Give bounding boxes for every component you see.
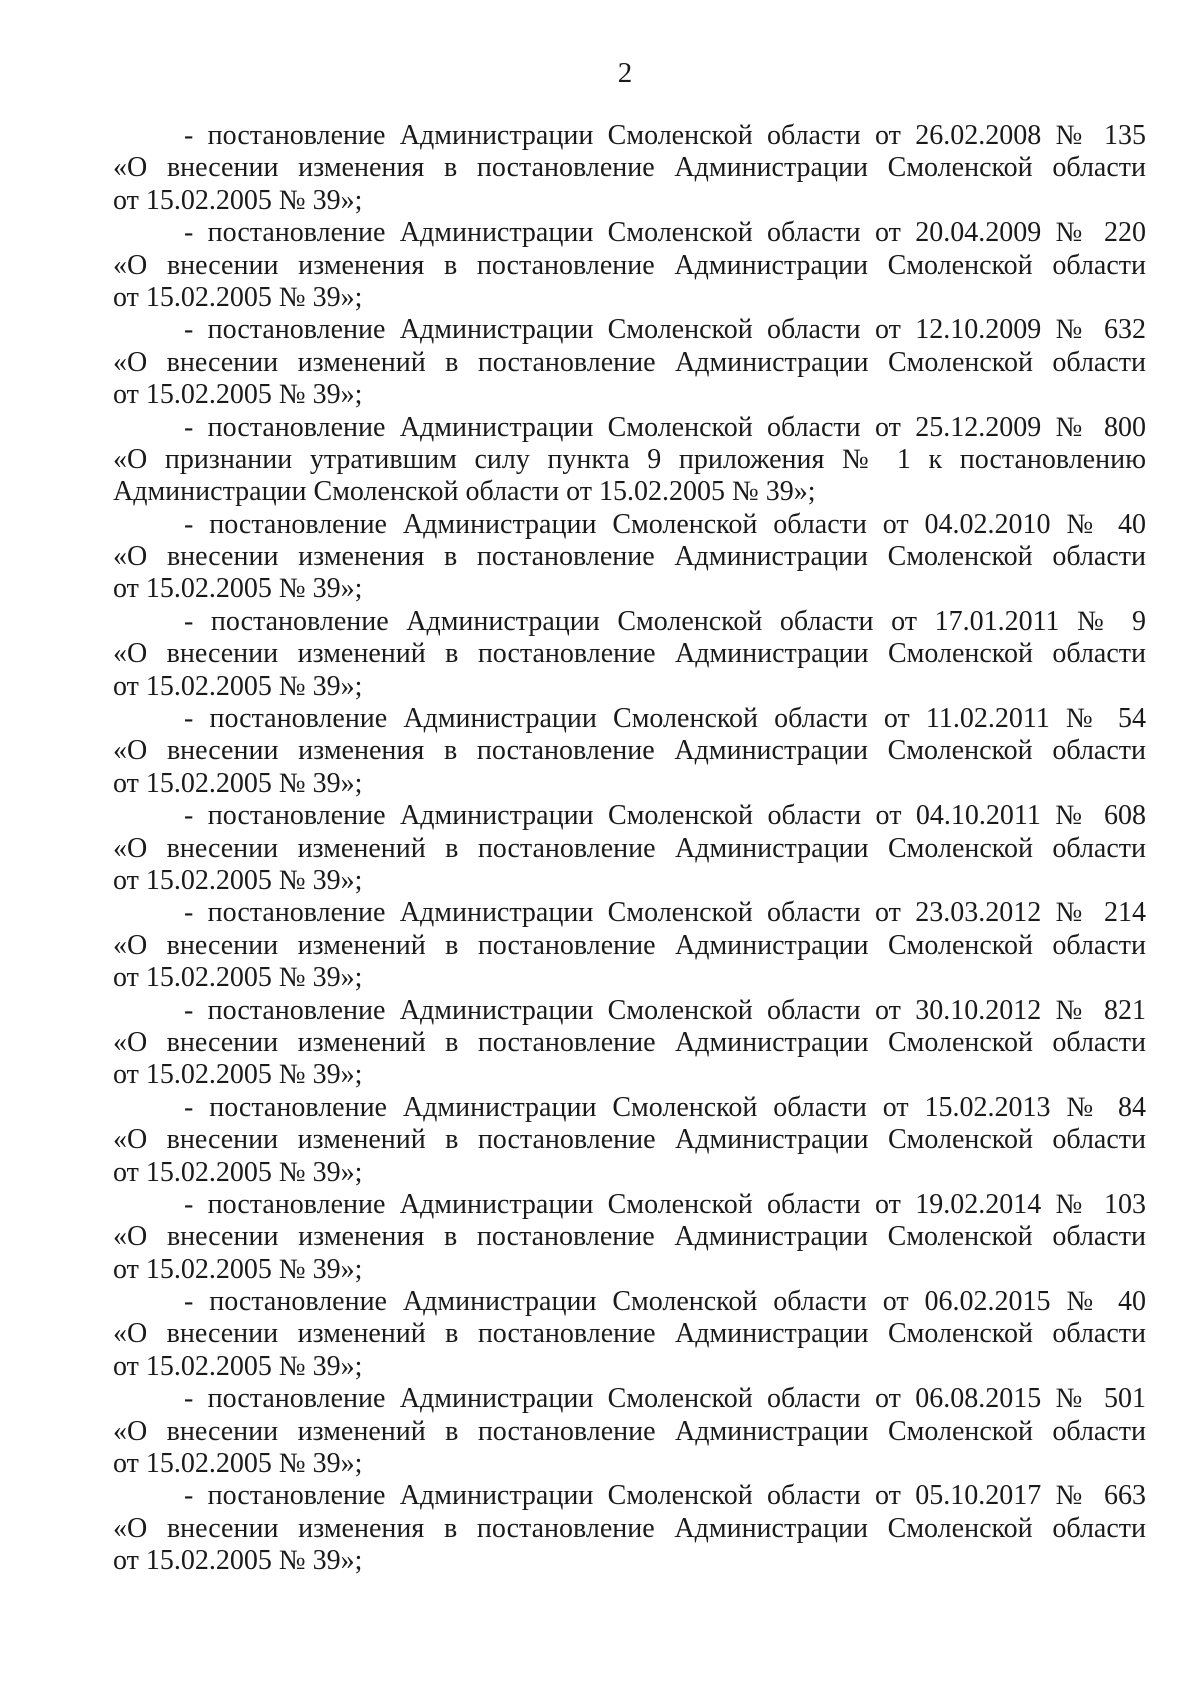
entry-third-line: от 15.02.2005 № 39»; bbox=[113, 1156, 363, 1188]
entry-third-line: от 15.02.2005 № 39»; bbox=[113, 1545, 363, 1577]
entry-first-line: - постановление Администрации Смоленской области от 26.02.2008 № 135 bbox=[184, 120, 1146, 151]
page-number: 2 bbox=[617, 57, 633, 89]
list-item bbox=[113, 800, 1146, 897]
entry-second-line: «О внесении изменений в постановление Администрации Смоленской области bbox=[113, 1026, 1146, 1058]
list-item bbox=[113, 1286, 1146, 1383]
entry-second-line: «О внесении изменения в постановление Администрации Смоленской области bbox=[113, 1221, 1146, 1253]
document-body bbox=[113, 120, 1146, 1578]
entry-third-line: от 15.02.2005 № 39»; bbox=[113, 184, 363, 216]
entry-second-line: «О внесении изменения в постановление Администрации Смоленской области bbox=[113, 541, 1146, 573]
list-item bbox=[113, 995, 1146, 1092]
entry-first-line: - постановление Администрации Смоленской области от 05.10.2017 № 663 bbox=[184, 1480, 1146, 1512]
entry-second-line: «О внесении изменений в постановление Администрации Смоленской области bbox=[113, 1318, 1146, 1350]
entry-first-line: - постановление Администрации Смоленской области от 12.10.2009 № 632 bbox=[184, 314, 1146, 346]
entry-third-line: от 15.02.2005 № 39»; bbox=[113, 1350, 363, 1382]
entry-second-line: «О внесении изменений в постановление Администрации Смоленской области bbox=[113, 1415, 1146, 1447]
entry-third-line: Администрации Смоленской области от 15.02.2005 № 39»; bbox=[113, 476, 816, 508]
entry-second-line: «О внесении изменения в постановление Администрации Смоленской области bbox=[113, 152, 1146, 184]
entry-third-line: от 15.02.2005 № 39»; bbox=[113, 767, 363, 799]
entry-third-line: от 15.02.2005 № 39»; bbox=[113, 670, 363, 702]
entry-first-line: - постановление Администрации Смоленской области от 30.10.2012 № 821 bbox=[184, 994, 1146, 1026]
entry-third-line: от 15.02.2005 № 39»; bbox=[113, 864, 363, 896]
entry-first-line: - постановление Администрации Смоленской области от 17.01.2011 № 9 bbox=[184, 605, 1146, 637]
entry-third-line: от 15.02.2005 № 39»; bbox=[113, 1253, 363, 1285]
entry-third-line: от 15.02.2005 № 39»; bbox=[113, 1059, 363, 1091]
list-item bbox=[113, 1189, 1146, 1286]
entry-second-line: «О внесении изменения в постановление Администрации Смоленской области bbox=[113, 249, 1146, 281]
entry-first-line: - постановление Администрации Смоленской области от 19.02.2014 № 103 bbox=[184, 1188, 1146, 1220]
entry-second-line: «О внесении изменения в постановление Администрации Смоленской области bbox=[113, 1512, 1146, 1544]
entry-third-line: от 15.02.2005 № 39»; bbox=[113, 573, 363, 605]
entry-first-line: - постановление Администрации Смоленской области от 04.02.2010 № 40 bbox=[184, 508, 1146, 540]
list-item bbox=[113, 1383, 1146, 1480]
entry-second-line: «О внесении изменений в постановление Администрации Смоленской области bbox=[113, 832, 1146, 864]
list-item bbox=[113, 897, 1146, 994]
entry-first-line: - постановление Администрации Смоленской области от 04.10.2011 № 608 bbox=[184, 800, 1146, 832]
list-item bbox=[113, 314, 1146, 411]
entry-second-line: «О признании утратившим силу пункта 9 приложения № 1 к постановлению bbox=[113, 443, 1146, 475]
list-item bbox=[113, 1092, 1146, 1189]
entry-first-line: - постановление Администрации Смоленской области от 23.03.2012 № 214 bbox=[184, 897, 1146, 929]
entry-first-line: - постановление Администрации Смоленской области от 25.12.2009 № 800 bbox=[184, 411, 1146, 443]
entry-second-line: «О внесении изменений в постановление Администрации Смоленской области bbox=[113, 638, 1146, 670]
list-item bbox=[113, 703, 1146, 800]
entry-third-line: от 15.02.2005 № 39»; bbox=[113, 962, 363, 994]
entry-first-line: - постановление Администрации Смоленской области от 06.02.2015 № 40 bbox=[184, 1286, 1146, 1318]
entry-first-line: - постановление Администрации Смоленской области от 06.08.2015 № 501 bbox=[184, 1383, 1146, 1415]
entry-first-line: - постановление Администрации Смоленской области от 11.02.2011 № 54 bbox=[184, 703, 1146, 735]
list-item bbox=[113, 120, 1146, 217]
entry-second-line: «О внесении изменения в постановление Администрации Смоленской области bbox=[113, 735, 1146, 767]
entry-third-line: от 15.02.2005 № 39»; bbox=[113, 379, 363, 411]
entry-first-line: - постановление Администрации Смоленской области от 20.04.2009 № 220 bbox=[184, 217, 1146, 249]
list-item bbox=[113, 509, 1146, 606]
entry-third-line: от 15.02.2005 № 39»; bbox=[113, 1448, 363, 1480]
entry-third-line: от 15.02.2005 № 39»; bbox=[113, 281, 363, 313]
list-item bbox=[113, 412, 1146, 509]
list-item bbox=[113, 606, 1146, 703]
list-item bbox=[113, 1480, 1146, 1577]
entry-second-line: «О внесении изменений в постановление Администрации Смоленской области bbox=[113, 929, 1146, 961]
entry-second-line: «О внесении изменений в постановление Администрации Смоленской области bbox=[113, 346, 1146, 378]
entry-first-line: - постановление Администрации Смоленской области от 15.02.2013 № 84 bbox=[184, 1091, 1146, 1123]
entry-second-line: «О внесении изменений в постановление Администрации Смоленской области bbox=[113, 1124, 1146, 1156]
list-item bbox=[113, 217, 1146, 314]
